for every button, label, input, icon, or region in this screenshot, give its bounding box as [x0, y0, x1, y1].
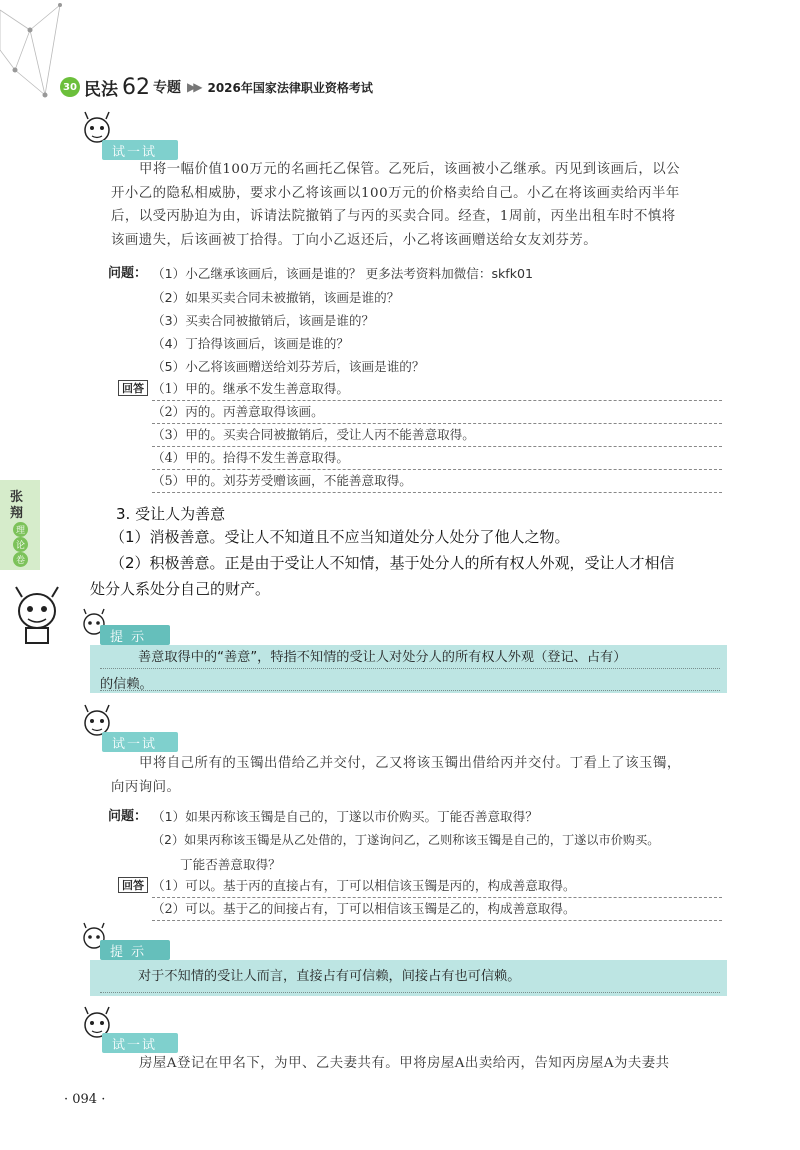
body-line: 处分人系处分自己的财产。: [90, 580, 271, 598]
author-side-tab: [0, 480, 40, 570]
side-tab-name: 张: [10, 490, 24, 505]
exercise2-paragraph: [111, 752, 731, 799]
body-line: （2）积极善意。正是由于受让人不知情，基于处分人的所有权人外观，受让人才相信: [110, 554, 675, 572]
question-line: （5）小乙将该画赠送给刘芬芳后，该画是谁的？: [152, 359, 425, 374]
tip-text: [100, 644, 725, 698]
double-arrow-icon: ▶▶: [187, 80, 200, 94]
answer-line: （4）甲的。拾得不发生善意取得。: [152, 447, 722, 470]
answer-line: （1）可以。基于丙的直接占有，丁可以相信该玉镯是丙的，构成善意取得。: [152, 875, 722, 898]
answer-line: （2）丙的。丙善意取得该画。: [152, 401, 722, 424]
exercise1-paragraph: [111, 158, 711, 252]
question-line: （4）丁拾得该画后，该画是谁的？: [152, 336, 349, 351]
answer-line: （2）可以。基于乙的间接占有，丁可以相信该玉镯是乙的，构成善意取得。: [152, 898, 722, 921]
question-label: 问题：: [108, 809, 148, 824]
try-label: 试一试: [102, 732, 178, 752]
section-body: [90, 524, 730, 602]
answer-line: （5）甲的。刘芬芳受赠该画，不能善意取得。: [152, 470, 722, 493]
side-tab-name: 翔: [10, 506, 24, 521]
tip-line: 的信赖。: [100, 677, 153, 692]
tip-label: 提 示: [100, 625, 170, 645]
exercise3-paragraph: [111, 1052, 751, 1076]
paragraph-line: 甲将一幅价值100万元的名画托乙保管。乙死后，该画被小乙继承。丙见到该画后，以公: [139, 162, 681, 177]
header-subject: 民法: [84, 79, 118, 100]
question-line: （2）如果买卖合同未被撤销，该画是谁的？: [152, 290, 400, 305]
side-tab-dot: 论: [13, 537, 28, 552]
book-badge-icon: 30: [60, 77, 80, 97]
question-line: （1）小乙继承该画后，该画是谁的？ 更多法考资料加微信：skfk01: [152, 266, 534, 281]
mascot-icon: [8, 585, 66, 645]
page-number: · 094 ·: [64, 1092, 106, 1107]
question-line: （2）如果丙称该玉镯是从乙处借的，丁遂询问乙，乙则称该玉镯是自己的，丁遂以市价购买。: [152, 833, 660, 847]
side-tab-dot: 卷: [13, 552, 28, 567]
question-line: （1）如果丙称该玉镯是自己的，丁遂以市价购买。丁能否善意取得？: [152, 809, 538, 824]
header-exam-title: 2026年国家法律职业资格考试: [207, 80, 373, 95]
answer-line: （1）甲的。继承不发生善意取得。: [152, 378, 722, 401]
section-title: 3. 受让人为善意: [116, 505, 226, 523]
tip-line: 善意取得中的“善意”，特指不知情的受让人对处分人的所有权人外观（登记、占有）: [138, 650, 627, 665]
header-tag: 专题: [153, 80, 181, 96]
question-line: （3）买卖合同被撤销后，该画是谁的？: [152, 313, 375, 328]
answer-badge: 回答: [118, 877, 148, 893]
tip-line: 对于不知情的受让人而言，直接占有可信赖，间接占有也可信赖。: [138, 969, 521, 984]
paragraph-line: 开小乙的隐私相威胁，要求小乙将该画以100万元的价格卖给自己。小乙在将该画卖给丙半年: [111, 185, 680, 201]
tip-divider: [100, 992, 720, 993]
paragraph-line: 该画遗失，后该画被丁拾得。丁向小乙返还后，小乙将该画赠送给女友刘芬芳。: [111, 232, 598, 248]
paragraph-line: 房屋A登记在甲名下，为甲、乙夫妻共有。甲将房屋A出卖给丙，告知丙房屋A为夫妻共: [139, 1056, 670, 1071]
paragraph-line: 向丙询问。: [111, 779, 181, 795]
question-line: 丁能否善意取得？: [180, 857, 281, 872]
paragraph-line: 甲将自己所有的玉镯出借给乙并交付，乙又将该玉镯出借给丙并交付。丁看上了该玉镯，: [139, 756, 681, 771]
try-label: 试一试: [102, 140, 178, 160]
try-label: 试一试: [102, 1033, 178, 1053]
question-label: 问题：: [108, 266, 148, 281]
paragraph-line: 后，以受丙胁迫为由，诉请法院撤销了与丙的买卖合同。经查，1周前，丙坐出租车时不慎将: [111, 209, 676, 224]
answer-badge: 回答: [118, 380, 148, 396]
body-line: （1）消极善意。受让人不知道且不应当知道处分人处分了他人之物。: [110, 528, 570, 546]
tip-text: [138, 966, 728, 988]
side-tab-dot: 理: [13, 522, 28, 537]
answer-line: （3）甲的。买卖合同被撤销后，受让人丙不能善意取得。: [152, 424, 722, 447]
header-number: 62: [122, 74, 150, 100]
tip-label: 提 示: [100, 940, 170, 960]
running-header: [60, 76, 373, 98]
